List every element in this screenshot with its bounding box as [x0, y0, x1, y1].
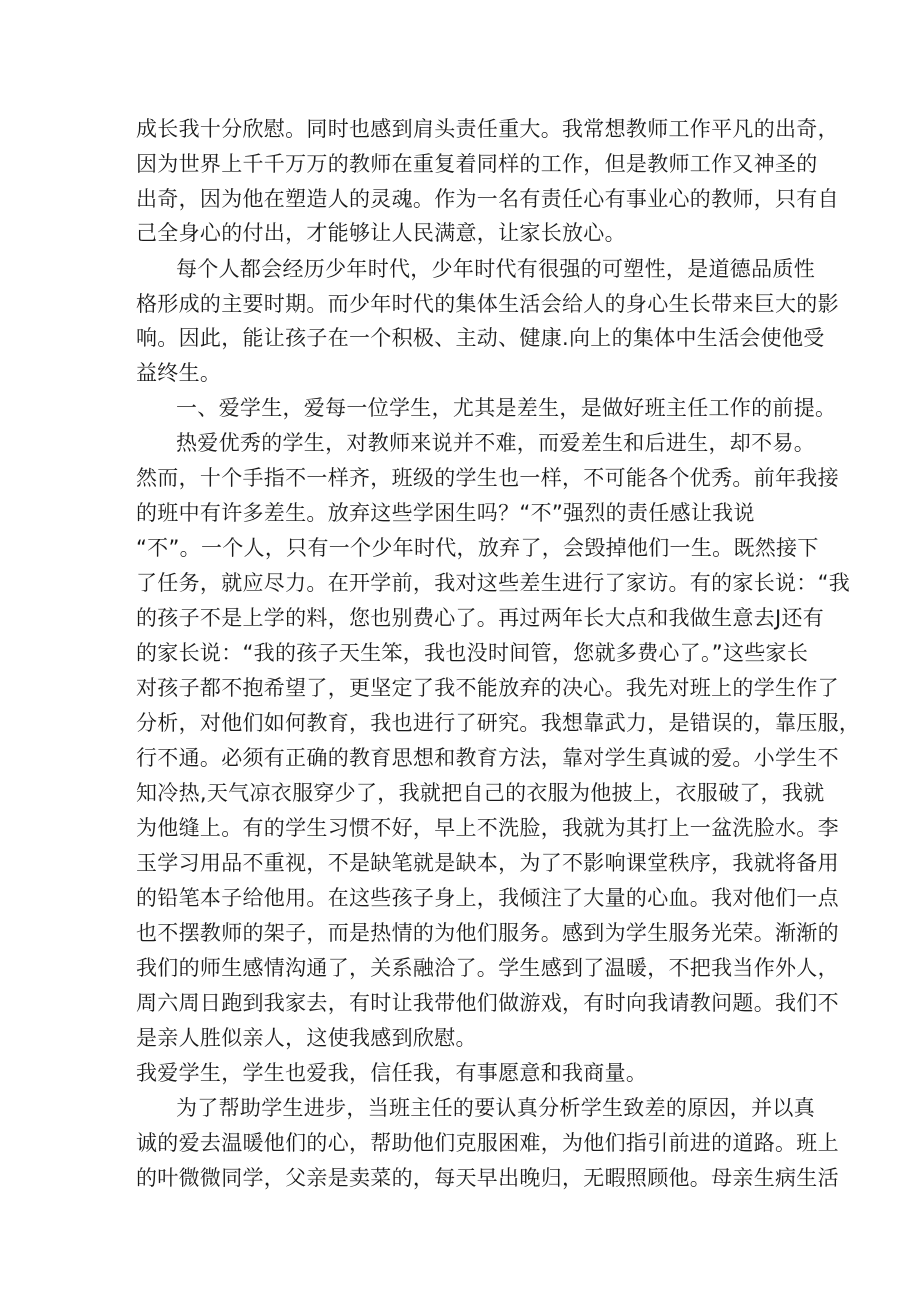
text-line: 然而，十个手指不一样齐，班级的学生也一样，不可能各个优秀。前年我接 [136, 466, 839, 490]
text-line: 响。因此，能让孩子在一个积极、主动、健康.向上的集体中生活会使他受 [136, 326, 825, 350]
text-line: 每个人都会经历少年时代，少年时代有很强的可塑性，是道德品质性 [176, 257, 815, 281]
text-line: “不”。一个人，只有一个少年时代，放弃了，会毁掉他们一生。既然接下 [136, 536, 819, 560]
text-line: 出奇，因为他在塑造人的灵魂。作为一名有责任心有事业心的教师，只有自 [136, 187, 839, 211]
text-line: 周六周日跑到我家去，有时让我带他们做游戏，有时向我请教问题。我们不 [136, 991, 839, 1015]
text-line: 对孩子都不抱希望了，更坚定了我不能放弃的决心。我先对班上的学生作了 [136, 676, 839, 700]
text-line: 为他缝上。有的学生习惯不好，早上不洗脸，我就为其打上一盆洗脸水。李 [136, 816, 839, 840]
text-line: 分析，对他们如何教育，我也进行了研究。我想靠武力，是错误的，靠压服， [136, 711, 861, 735]
text-line: 行不通。必须有正确的教育思想和教育方法，靠对学生真诚的爱。小学生不 [136, 746, 839, 770]
text-line: 了任务，就应尽力。在开学前，我对这些差生进行了家访。有的家长说：“我 [136, 571, 851, 595]
text-line: 的班中有许多差生。放弃这些学困生吗？“不”强烈的责任感让我说 [136, 501, 755, 525]
text-line: 因为世界上千千万万的教师在重复着同样的工作，但是教师工作又神圣的 [136, 152, 818, 176]
text-line: 也不摆教师的架子，而是热情的为他们服务。感到为学生服务光荣。渐渐的 [136, 921, 839, 945]
text-line: 玉学习用品不重视，不是缺笔就是缺本，为了不影响课堂秩序，我就将备用 [136, 851, 839, 875]
text-line: 诚的爱去温暖他们的心，帮助他们克服困难，为他们指引前进的道路。班上 [136, 1131, 839, 1155]
text-line: 的叶微微同学，父亲是卖菜的，每天早出晚归，无暇照顾他。母亲生病生活 [136, 1166, 839, 1190]
text-line: 为了帮助学生进步，当班主任的要认真分析学生致差的原因，并以真 [176, 1096, 815, 1120]
text-line: 的孩子不是上学的料，您也别费心了。再过两年长大点和我做生意去J还有 [136, 606, 825, 630]
text-line: 的铅笔本子给他用。在这些孩子身上，我倾注了大量的心血。我对他们一点 [136, 886, 839, 910]
text-line: 我爱学生，学生也爱我，信任我，有事愿意和我商量。 [136, 1061, 648, 1085]
text-line: 益终生。 [136, 361, 222, 385]
text-line: 知冷热,天气凉衣服穿少了，我就把自己的衣服为他披上，衣服破了，我就 [136, 781, 825, 805]
text-line: 是亲人胜似亲人，这使我感到欣慰。 [136, 1026, 477, 1050]
section-heading: 一、爱学生，爱每一位学生，尤其是差生，是做好班主任工作的前提。 [176, 396, 837, 420]
text-line: 的家长说：“我的孩子天生笨，我也没时间管，您就多费心了。”这些家长 [136, 641, 809, 665]
text-line: 格形成的主要时期。而少年时代的集体生活会给人的身心生长带来巨大的影 [136, 292, 839, 316]
text-line: 成长我十分欣慰。同时也感到肩头责任重大。我常想教师工作平凡的出奇， [136, 117, 839, 141]
text-line: 热爱优秀的学生，对教师来说并不难，而爱差生和后进生，却不易。 [176, 431, 815, 455]
text-line: 己全身心的付出，才能够让人民满意，让家长放心。 [136, 221, 626, 245]
text-line: 我们的师生感情沟通了，关系融洽了。学生感到了温暖，不把我当作外人， [136, 956, 839, 980]
